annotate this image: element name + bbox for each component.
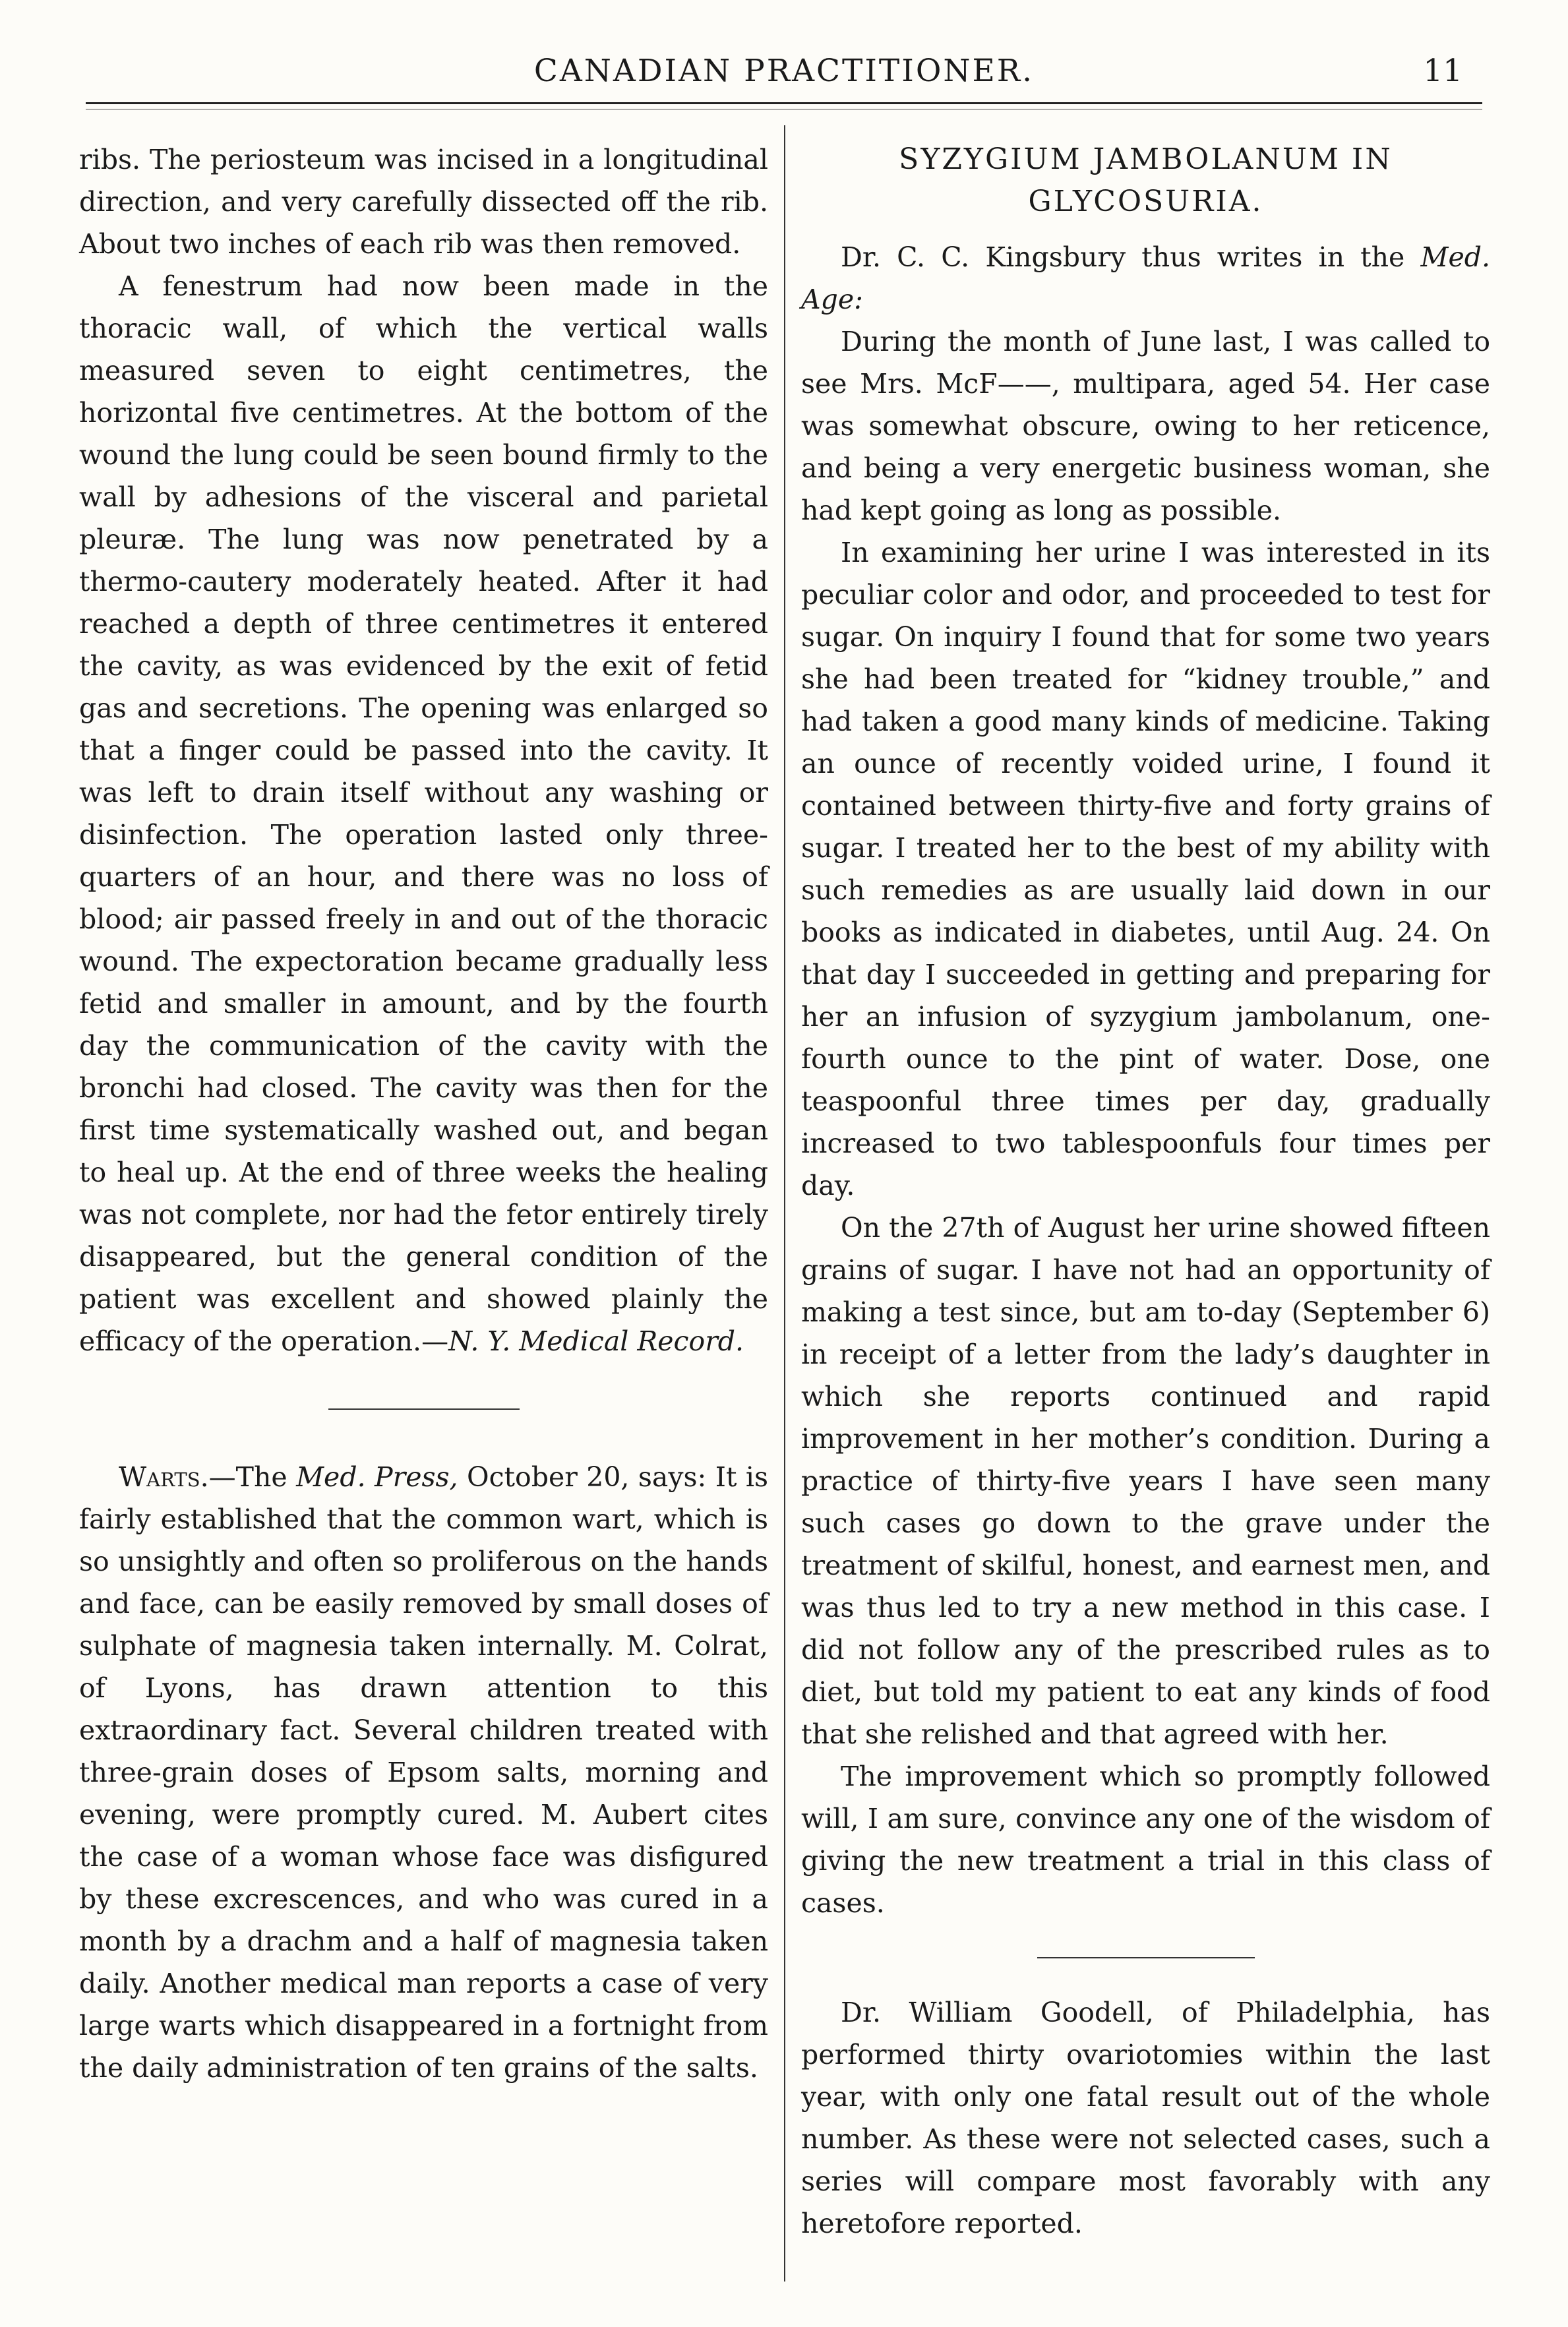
paragraph-warts	[79, 1456, 768, 2089]
article-title: SYZYGIUM JAMBOLANUM IN GLYCOSURIA.	[899, 142, 1393, 218]
paragraph-goodell: Dr. William Goodell, of Philadelphia, has performed thirty ovariotomies within the last year, with only one fatal result out of the whole number. As these were not selected cases, such a series will compare most favorably with any heretofore reported.	[801, 1997, 1490, 2239]
paragraph-august: On the 27th of August her urine showed fifteen grains of sugar. I have not had an opportunity of making a test since, but am to-day (September 6) in receipt of a letter from the lady’s daughter in which she reports continued and rapid improvement in her mother’s condition. During a practice of thirty-five years I have seen many such cases go down to the grave under the treatment of skilful, honest, and earnest men, and was thus led to try a new method in this case. I did not follow any of the prescribed rules as to diet, but told my patient to eat any kinds of food that she relished and that agreed with her.	[801, 1212, 1490, 1750]
paragraph-improvement: The improvement which so promptly followed will, I am sure, convince any one of the wisdom of giving the new treatment a trial in this class of cases.	[801, 1761, 1490, 1919]
right-column	[801, 138, 1490, 2245]
page-header	[86, 53, 1482, 92]
paragraph-fenestrum-text: A fenestrum had now been made in the thoracic wall, of which the vertical walls measured seven to eight centimetres, the horizontal five centimetres. At the bottom of the wound the lung could be seen bound firmly to the wall by adhesions of the visceral and parietal pleuræ. The lung was now penetrated by a thermo-cautery moderately heated. After it had reached a depth of three centimetres it entered the cavity, as was evidenced by the exit of fetid gas and secretions. The opening was enlarged so that a finger could be passed into the cavity. It was left to drain itself without any washing or disinfection. The operation lasted only three-quarters of an hour, and there was no loss of blood; air passed freely in and out of the thoracic wound. The expectoration became gradually less fetid and smaller in amount, and by the fourth day the communication of the cavity with the bronchi had closed. The cavity was then for the first time systematically washed out, and began to heal up. At the end of three weeks the healing was not complete, nor had the fetor entirely tirely disappeared, but the general condition of the patient was excellent and showed plainly the efficacy of the operation.—	[79, 270, 768, 1357]
warts-journal: Med. Press,	[296, 1461, 458, 1493]
paragraph-urine: In examining her urine I was interested in its peculiar color and odor, and proceeded to test for sugar. On inquiry I found that for some two years she had been treated for “kidney trouble,” and had taken a good many kinds of medicine. Taking an ounce of recently voided urine, I found it contained between thirty-five and forty grains of sugar. I treated her to the best of my ability with such remedies as are usually laid down in our books as indicated in diabetes, until Aug. 24. On that day I succeeded in getting and preparing for her an infusion of syzygium jambolanum, one-fourth ounce to the pint of water. Dose, one teaspoonful three times per day, gradually increased to two tablespoonfuls four times per day.	[801, 537, 1490, 1201]
section-divider-right	[1037, 1957, 1255, 1958]
column-divider	[784, 125, 785, 2282]
section-divider	[328, 1408, 520, 1410]
running-head: CANADIAN PRACTITIONER.	[533, 53, 1035, 89]
article-intro	[801, 236, 1490, 320]
warts-text: October 20, says: It is fairly established that the common wart, which is so unsightly and often so proliferous on the hands and face, can be easily removed by small doses of sulphate of magnesia taken internally. M. Colrat, of Lyons, has drawn attention to this extraordinary fact. Several children treated with three-grain doses of Epsom salts, morning and evening, were promptly cured. M. Aubert cites the case of a woman whose face was disfigured by these excrescences, and who was cured in a month by a drachm and a half of magnesia taken daily. Another medical man reports a case of very large warts which disappeared in a fortnight from the daily administration of ten grains of the salts.	[79, 1461, 768, 2084]
paragraph-june: During the month of June last, I was called to see Mrs. McF——, multipara, aged 54. Her case was somewhat obscure, owing to her reticence, and being a very energetic business woman, she had kept going as long as possible.	[801, 326, 1490, 526]
page-number: 11	[1423, 53, 1462, 89]
paragraph-fenestrum	[79, 265, 768, 1362]
article-intro-text: Dr. C. C. Kingsbury thus writes in the	[841, 241, 1421, 273]
header-rule	[86, 102, 1482, 104]
warts-heading: Warts.	[119, 1461, 209, 1493]
left-column	[79, 138, 768, 2089]
source-citation: N. Y. Medical Record.	[448, 1325, 744, 1357]
article-intro-journal: Med. Age:	[801, 241, 1490, 315]
paragraph-continued: ribs. The periosteum was incised in a longitudinal direction, and very carefully dissected off the rib. About two inches of each rib was then removed.	[79, 144, 768, 260]
warts-dash: —The	[208, 1461, 297, 1493]
